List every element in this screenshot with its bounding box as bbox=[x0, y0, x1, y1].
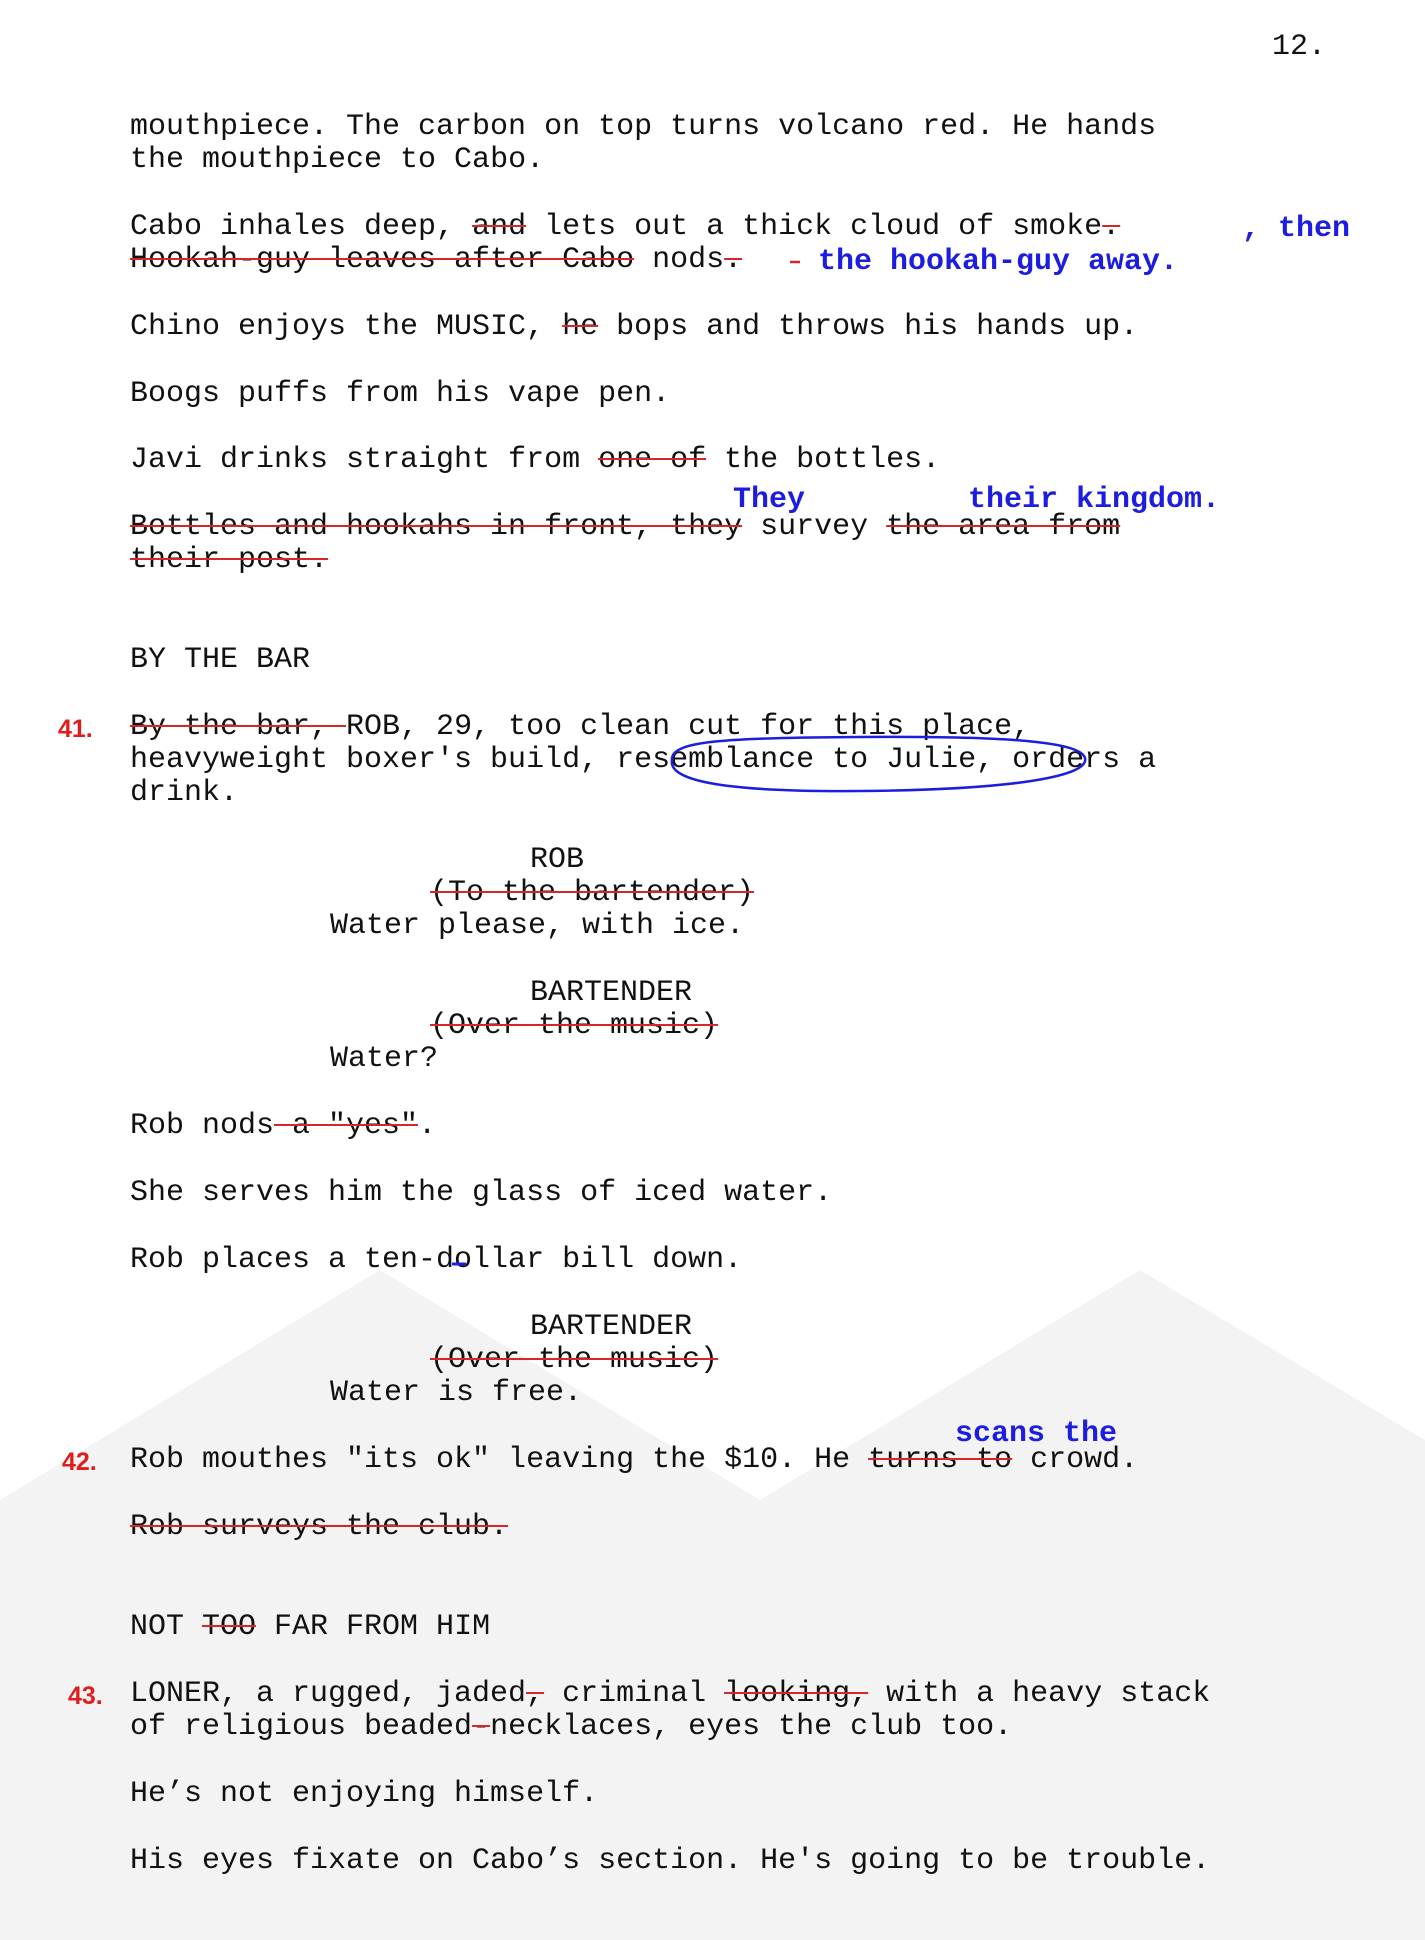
action-line: drink. bbox=[130, 776, 239, 810]
action-line: She serves him the glass of iced water. bbox=[130, 1176, 833, 1210]
action-line: He’s not enjoying himself. bbox=[130, 1777, 599, 1811]
handwritten-insert: their kingdom. bbox=[968, 483, 1221, 517]
struck-text: (Over the music) bbox=[430, 1009, 719, 1043]
dialogue: Water please, with ice. bbox=[330, 909, 745, 943]
struck-text: . bbox=[724, 243, 743, 277]
scene-subheading: NOT TOO FAR FROM HIM bbox=[130, 1610, 491, 1644]
action-line: heavyweight boxer's build, resemblance to Julie, orders a bbox=[130, 743, 1157, 777]
scene-number: 42. bbox=[62, 1448, 97, 1476]
handwritten-insert: , then bbox=[1242, 212, 1351, 246]
struck-text: one of bbox=[598, 443, 707, 477]
action-line: Hookah-guy leaves after Cabo nods. bbox=[130, 243, 743, 277]
struck-text: TOO bbox=[202, 1610, 257, 1644]
handwritten-insert: They bbox=[733, 483, 806, 517]
struck-text: their post. bbox=[130, 543, 329, 577]
struck-text: and bbox=[472, 210, 527, 244]
struck-text: Rob surveys the club. bbox=[130, 1510, 509, 1544]
character-name: ROB bbox=[530, 843, 585, 877]
struck-text: the area from bbox=[886, 510, 1121, 544]
struck-text: . bbox=[1102, 210, 1121, 244]
handwritten-insert: the hookah-guy away. bbox=[818, 245, 1179, 279]
struck-text: looking, bbox=[724, 1677, 869, 1711]
action-line: the mouthpiece to Cabo. bbox=[130, 143, 545, 177]
action-line: Chino enjoys the MUSIC, he bops and throws his hands up. bbox=[130, 310, 1139, 344]
handwritten-insert: scans the bbox=[955, 1417, 1118, 1451]
action-line: LONER, a rugged, jaded, criminal looking, with a heavy stack bbox=[130, 1677, 1211, 1711]
action-line: Rob mouthes "its ok" leaving the $10. He turns to crowd. bbox=[130, 1443, 1139, 1477]
character-name: BARTENDER bbox=[530, 1310, 693, 1344]
action-line: Rob nods a "yes". bbox=[130, 1109, 437, 1143]
action-line: Rob places a ten-dollar bill down. bbox=[130, 1243, 743, 1277]
dialogue: Water? bbox=[330, 1042, 439, 1076]
struck-text: By the bar, bbox=[130, 710, 347, 744]
action-line: Javi drinks straight from one of the bottles. bbox=[130, 443, 941, 477]
struck-text: he bbox=[562, 310, 599, 344]
struck-text: (Over the music) bbox=[430, 1343, 719, 1377]
action-line: By the bar, ROB, 29, too clean cut for this place, bbox=[130, 710, 1031, 744]
struck-text: , bbox=[526, 1677, 545, 1711]
dialogue: Water is free. bbox=[330, 1376, 583, 1410]
scene-number: 43. bbox=[68, 1682, 103, 1710]
struck-text: a "yes" bbox=[274, 1109, 419, 1143]
scene-number: 41. bbox=[58, 715, 93, 743]
action-line: of religious beaded-necklaces, eyes the club too. bbox=[130, 1710, 1013, 1744]
action-line: Bottles and hookahs in front, they survey the area from bbox=[130, 510, 1121, 544]
struck-text: - bbox=[472, 1710, 491, 1744]
struck-text: turns to bbox=[868, 1443, 1013, 1477]
action-line: mouthpiece. The carbon on top turns volcano red. He hands bbox=[130, 110, 1157, 144]
struck-text: (To the bartender) bbox=[430, 876, 755, 910]
action-line: Cabo inhales deep, and lets out a thick cloud of smoke. bbox=[130, 210, 1121, 244]
action-line: His eyes fixate on Cabo’s section. He's going to be trouble. bbox=[130, 1844, 1211, 1878]
character-name: BARTENDER bbox=[530, 976, 693, 1010]
page-number: 12. bbox=[1272, 30, 1327, 64]
struck-text: Bottles and hookahs in front, they bbox=[130, 510, 743, 544]
action-line: Boogs puffs from his vape pen. bbox=[130, 377, 671, 411]
scene-subheading: BY THE BAR bbox=[130, 643, 311, 677]
circle-mark bbox=[672, 737, 1085, 791]
struck-text: Hookah-guy leaves after Cabo bbox=[130, 243, 635, 277]
